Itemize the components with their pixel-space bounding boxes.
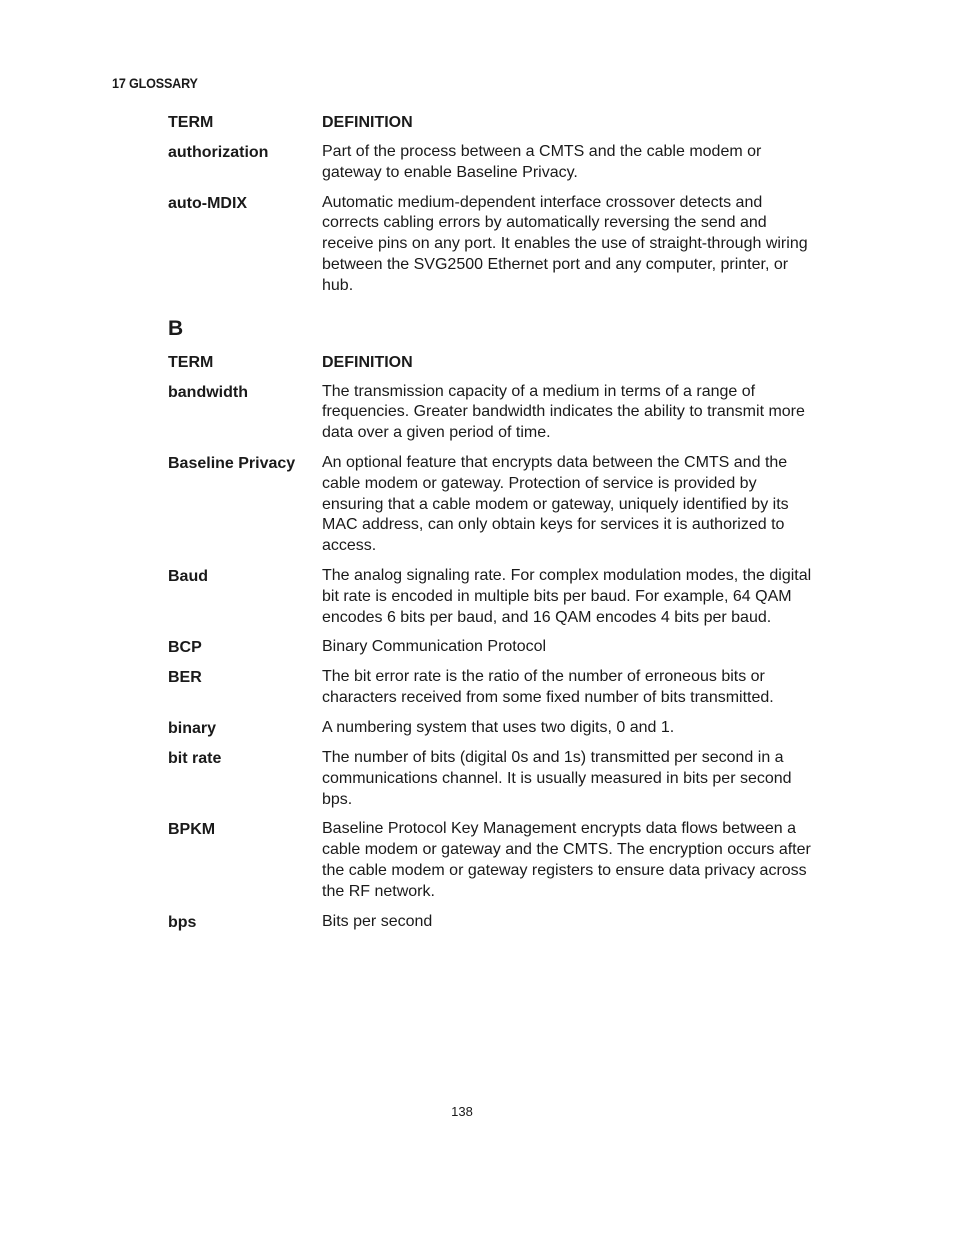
- definition-column-header: DEFINITION: [322, 353, 413, 371]
- glossary-entry: [168, 382, 828, 444]
- glossary-term: bit rate: [168, 749, 222, 767]
- definition-column-header: DEFINITION: [322, 114, 413, 131]
- glossary-entry: [168, 566, 828, 628]
- glossary-term: Baud: [168, 567, 208, 585]
- glossary-term: BPKM: [168, 821, 216, 839]
- glossary-definition: A numbering system that uses two digits, 0 and 1.: [322, 718, 675, 736]
- glossary-entry: [168, 667, 828, 709]
- glossary-section-a: [168, 112, 828, 297]
- glossary-term: binary: [168, 719, 217, 737]
- glossary-term: Baseline Privacy: [168, 454, 296, 472]
- glossary-content: [168, 112, 828, 942]
- glossary-definition: An optional feature that encrypts data between the CMTS and the cable modem or gateway. Protection of service is provided by ensuring that a cable modem or gateway, uniquely identified by its MAC address, can only obtain keys for services it is authorized to access.: [322, 453, 789, 555]
- glossary-term: authorization: [168, 144, 269, 161]
- glossary-definition: Binary Communication Protocol: [322, 638, 547, 656]
- section-letter-heading: B: [168, 316, 184, 340]
- glossary-definition: The number of bits (digital 0s and 1s) transmitted per second in a communications channel. It is usually measured in bits per second bps.: [322, 748, 792, 808]
- running-head: 17 GLOSSARY: [112, 75, 198, 91]
- glossary-definition: Bits per second: [322, 912, 433, 930]
- glossary-term: BCP: [168, 639, 202, 657]
- glossary-entry: [168, 453, 828, 557]
- glossary-definition: Baseline Protocol Key Management encrypts data flows between a cable modem or gateway and the CMTS. The encryption occurs after the cable modem or gateway registers to ensure data privacy across the RF network.: [322, 820, 811, 900]
- glossary-term: bps: [168, 913, 197, 931]
- table-header: [168, 352, 828, 373]
- glossary-entry: [168, 748, 828, 810]
- glossary-term: auto-MDIX: [168, 194, 248, 212]
- glossary-entry: [168, 637, 828, 658]
- table-header: [168, 112, 828, 133]
- glossary-term: bandwidth: [168, 383, 248, 401]
- glossary-entry: [168, 819, 828, 902]
- glossary-entry: [168, 912, 828, 933]
- glossary-entry: [168, 142, 828, 184]
- term-column-header: TERM: [168, 114, 214, 131]
- glossary-term: BER: [168, 669, 202, 687]
- glossary-definition: The bit error rate is the ratio of the number of erroneous bits or characters received from some fixed number of bits transmitted.: [322, 668, 774, 707]
- page-number: 138: [451, 1104, 473, 1119]
- glossary-section-b: [168, 317, 828, 933]
- glossary-definition: Part of the process between a CMTS and the cable modem or gateway to enable Baseline Privacy.: [322, 143, 762, 181]
- glossary-definition: The transmission capacity of a medium in terms of a range of frequencies. Greater bandwidth indicates the ability to transmit more data over a given period of time.: [322, 382, 805, 442]
- glossary-definition: Automatic medium-dependent interface crossover detects and corrects cabling errors by automatically reversing the send and receive pins on any port. It enables the use of straight-through wiring between the SVG2500 Ethernet port and any computer, printer, or hub.: [322, 193, 808, 294]
- glossary-definition: The analog signaling rate. For complex modulation modes, the digital bit rate is encoded in multiple bits per baud. For example, 64 QAM encodes 6 bits per baud, and 16 QAM encodes 4 bits per baud.: [322, 566, 812, 626]
- glossary-entry: [168, 193, 828, 297]
- glossary-entry: [168, 718, 828, 739]
- term-column-header: TERM: [168, 353, 214, 371]
